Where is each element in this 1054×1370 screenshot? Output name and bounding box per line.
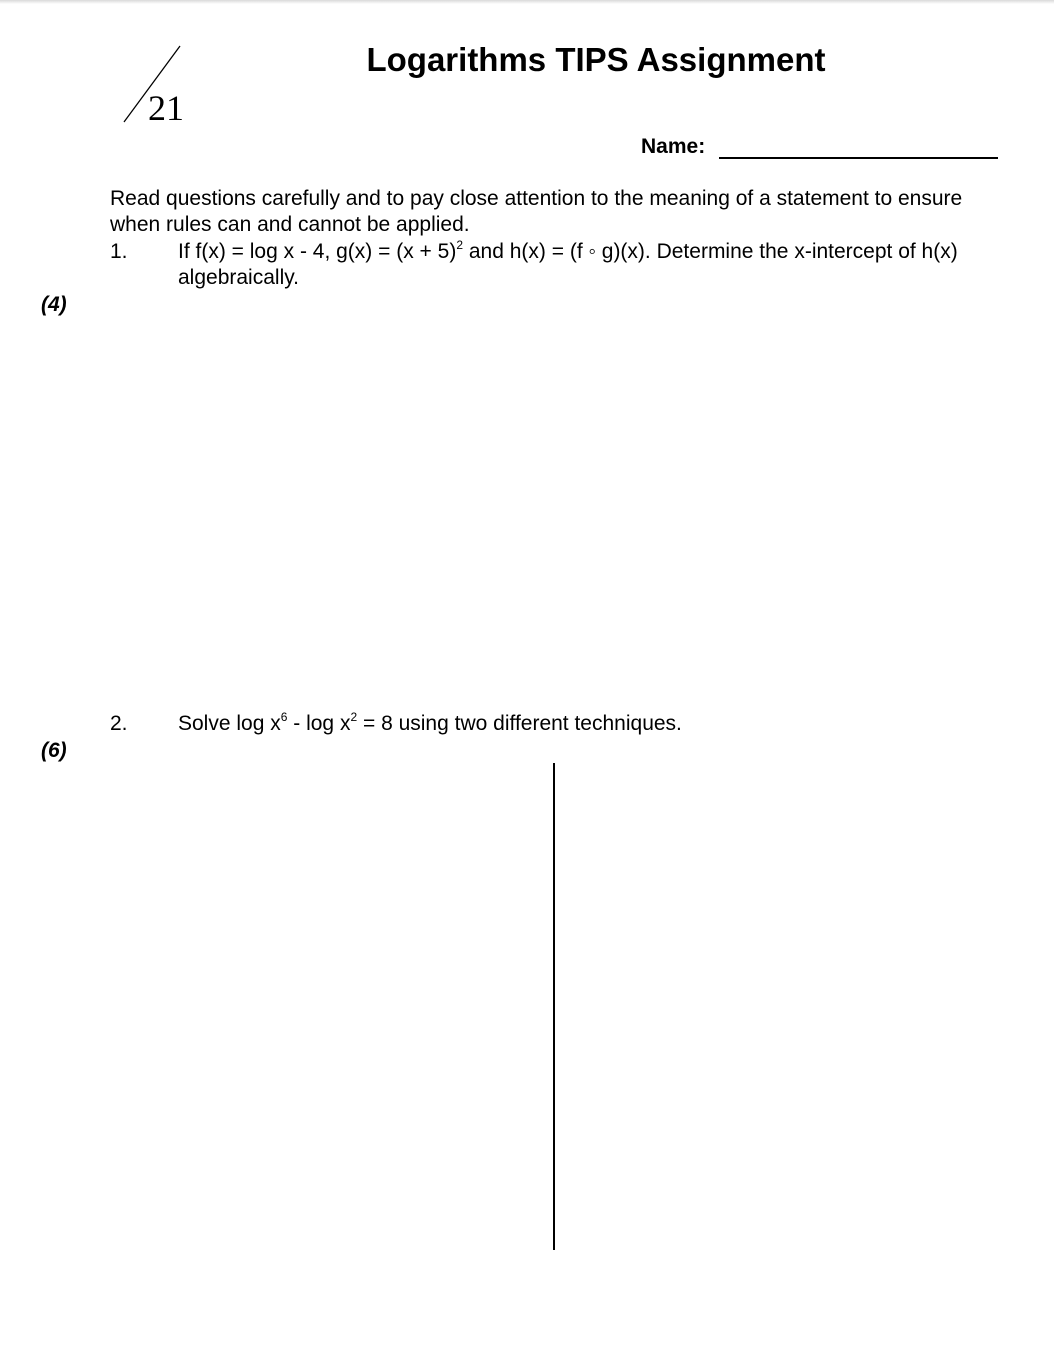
instructions: Read questions carefully and to pay close attention to the meaning of a statement to ensure when rules can and cannot be applied. — [110, 187, 963, 236]
question-2-number: 2. — [110, 712, 128, 735]
question-1-answer-area[interactable] — [110, 320, 1000, 690]
question-1-marks: (4) — [41, 293, 67, 316]
answer-divider-line — [553, 763, 555, 1250]
question-1-number: 1. — [110, 240, 128, 263]
score-total: 21 — [148, 88, 184, 128]
question-2-text: Solve $\log x^6 - \log x^2 = 8$ using two different techniques. — [178, 710, 682, 735]
page-top-edge — [0, 0, 1054, 4]
question-2-answer-area-right[interactable] — [568, 763, 998, 1250]
name-blank-line[interactable] — [719, 157, 998, 159]
question-2-answer-area-left[interactable] — [110, 763, 540, 1250]
name-label: Name: — [641, 135, 706, 158]
question-2-marks: (6) — [41, 739, 67, 762]
score-box — [118, 42, 198, 128]
page-title: Logarithms TIPS Assignment — [366, 41, 826, 78]
question-1-text: If f(x) = log x - 4, $g(x) = (x + 5)^2$ and h(x) = (f ◦ g)(x). Determine the x-intercept of h(x) algebraically. — [178, 238, 958, 289]
